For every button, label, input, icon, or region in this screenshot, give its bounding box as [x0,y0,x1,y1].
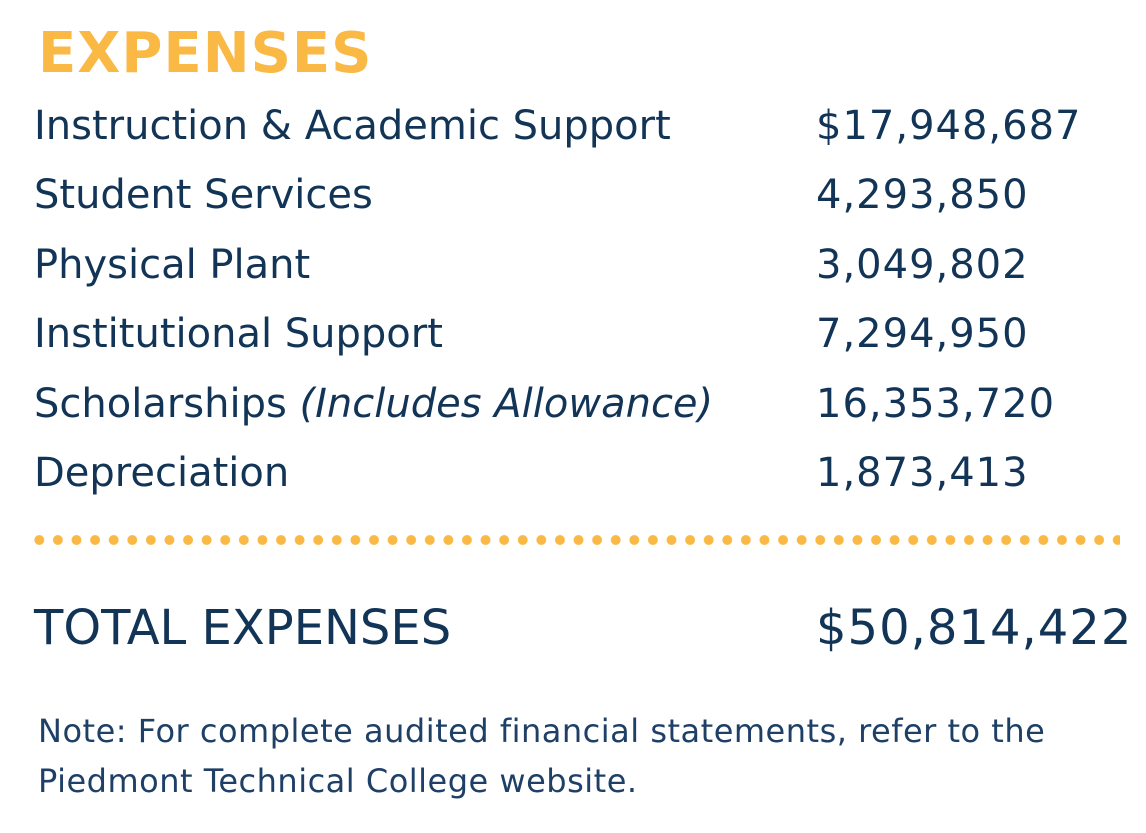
expense-label [34,380,713,428]
expense-value: 4,293,850 [816,172,1029,219]
expense-label: Institutional Support [34,311,443,358]
expense-label: Physical Plant [34,241,311,288]
expense-label: Student Services [34,172,373,219]
expense-table [34,92,1114,508]
expense-value: 16,353,720 [816,380,1056,427]
expense-value: $17,948,687 [816,103,1082,149]
expense-row-student-services [34,161,1114,230]
expense-label-text: Scholarships [34,380,287,427]
expense-label-note: (Includes Allowance) [299,380,714,427]
expense-value: 3,049,802 [816,241,1029,288]
expense-row-institutional-support [34,300,1114,369]
footnote: Note: For complete audited financial statements, refer to the Piedmont Technical College website. [38,712,1046,800]
dotted-divider [30,533,1120,547]
expense-label: Instruction & Academic Support [34,103,671,149]
expense-row-scholarships [34,370,1114,439]
expense-value: 1,873,413 [816,449,1029,496]
total-label: TOTAL EXPENSES [34,600,452,656]
expense-row-physical-plant [34,231,1114,300]
expense-label: Depreciation [34,449,290,496]
expense-value: 7,294,950 [816,311,1029,358]
total-value: $50,814,422 [816,600,1133,656]
expense-row-depreciation [34,439,1114,508]
expense-row-instruction [34,92,1114,161]
page-title: EXPENSES [38,21,373,86]
